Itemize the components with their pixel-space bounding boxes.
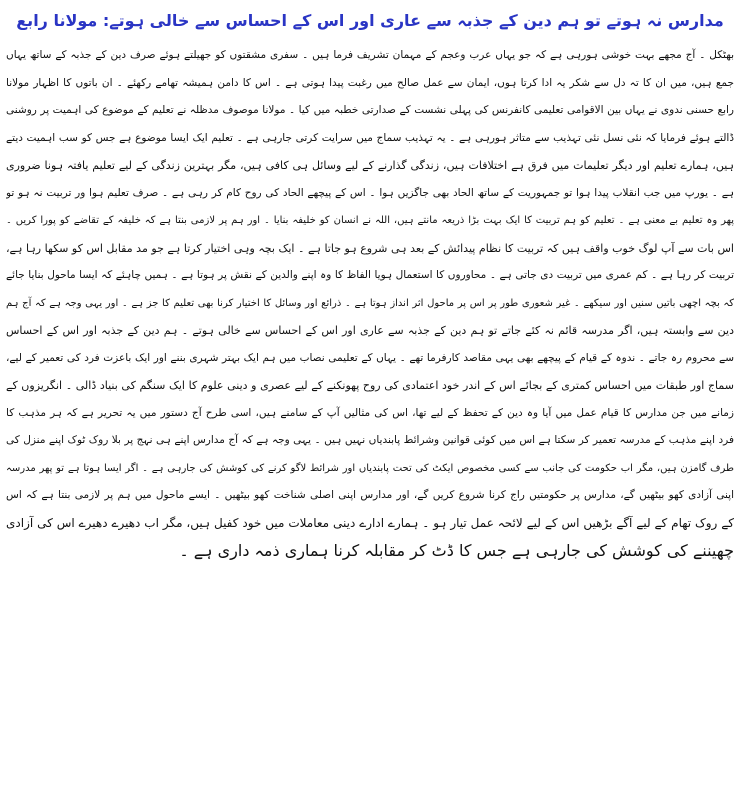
article-line: فرد اپنے مذہب کے مدرسہ تعمیر کر سکتا ہے اس میں کوئی قوانین وشرائط پابندیاں نہیں ہیں ۔ یہی وجہ ہے کہ آج مدارس اپنے ہی نہج پر بلا روک ٹوک اپنے منزل کی bbox=[6, 434, 734, 446]
article-line: اس بات سے آپ لوگ خوب واقف ہیں کہ تربیت کا نظام پیدائش کے بعد ہی شروع ہو جاتا ہے ۔ ایک بچہ وہی اختیار کرتا ہے جو مد مقابل اس کو سکھا رہا ہے، bbox=[6, 241, 734, 255]
article-line: طرف گامزن ہیں، مگر اب حکومت کی جانب سے کسی مخصوص ایکٹ کی تحت پابندیاں اور شرائط لاگو کرنے کی کوشش کی جارہی ہے ۔ اگر ایسا ہوتا ہے تو پھر مدرسہ bbox=[6, 462, 734, 474]
article-line: ڈالتے ہوئے فرمایا کہ نئی نسل نئی تہذیب سے متاثر ہورہی ہے ۔ یہ تہذیب سماج میں سرایت کرتی جارہی ہے ۔ تعلیم ایک ایسا موضوع ہے جس کو سب اہمیت دیتے bbox=[6, 131, 734, 144]
article-line: سماج اور طبقات میں احساس کمتری کے بجائے اس کے اندر خود اعتمادی کی روح پھونکنے کے لیے عصری و دینی علوم کا ایک سنگم کی بنیاد ڈالی ۔ انگریزوں کے bbox=[6, 379, 734, 392]
article-line: کے روک تھام کے لیے آگے بڑھیں اس کے لیے لائحہ عمل تیار ہو ۔ ہمارے ادارے دینی معاملات میں خود کفیل ہیں، مگر اب دھیرے دھیرے اس کی آزادی bbox=[6, 515, 734, 530]
article-line: ہے ۔ یورپ میں جب انقلاب پیدا ہوا تو جمہوریت کے ساتھ الحاد بھی جاگزیں ہوا ۔ اس کے پیچھے الحاد کی روح کام کر رہی ہے ۔ صرف تعلیم ہوا ور تربیت نہ ہو تو bbox=[6, 186, 734, 199]
article-line: پھر وہ تعلیم بے معنی ہے ۔ تعلیم کو ہم تربیت کا ایک بہت بڑا ذریعہ مانتے ہیں، اللہ نے انسان کو خلیفہ بنایا ۔ اور ہم پر لازمی بنتا ہے کہ خلیفہ کے تقاضے کو پورا کریں ۔ bbox=[6, 215, 734, 226]
article-line: سے محروم رہ جاتے ۔ ندوہ کے قیام کے پیچھے بھی یہی مقاصد کارفرما تھے ۔ یہاں کے تعلیمی نصاب میں ہم ایک بہتر شہری بننے اور ایک باعزت فرد کی تعمیر کے لیے، bbox=[6, 351, 734, 364]
article-line: تربیت کر رہا ہے ۔ کم عمری میں تربیت دی جاتی ہے ۔ محاوروں کا استعمال ہویا الفاظ کا وہ اپنے والدین کے نقش پر ہوتا ہے ۔ ہمیں چاہئے کہ ایسا ماحول بنایا جائے bbox=[6, 269, 734, 281]
article-line: جمع ہیں، میں ان کا تہ دل سے شکر یہ ادا کرتا ہوں، ایمان سے عمل صالح میں رغبت پیدا ہوتی ہے ۔ اس کا دامن ہمیشہ تھامے رکھئے ۔ ان باتوں کا اظہار مولانا bbox=[6, 76, 734, 89]
article-line: رابع حسنی ندوی نے یہاں بین الاقوامی تعلیمی کانفرنس کی پہلی نشست کے صدارتی خطبہ میں کیا ۔ مولانا موصوف مدظلہ نے تعلیم کے موضوع کی اہمیت پر روشنی bbox=[6, 104, 734, 116]
article-line: اپنی آزادی کھو بیٹھیں گے، مدارس پر حکومتیں راج کرنا شروع کریں گے، اور مدارس اپنی اصلی شناخت کھو بیٹھیں ۔ ایسے ماحول میں ہم پر لازمی بنتا ہے کہ اس bbox=[6, 489, 734, 501]
article-line: زمانے میں جن مدارس کا قیام عمل میں آیا وہ دین کے تحفظ کے لیے تھا، اس کی مثالیں آپ کے سامنے ہیں، اسی طرح آج دستور میں یہ تحریر ہے کہ ہر مذہب کا bbox=[6, 406, 734, 419]
article-line: بھٹکل ۔ آج مجھے بہت خوشی ہورہی ہے کہ جو یہاں عرب وعجم کے مہمان تشریف فرما ہیں ۔ سفری مشقتوں کو جھیلتے ہوئے صرف دین کے جذبہ کے ساتھ یہاں bbox=[6, 49, 734, 61]
article-headline: مدارس نہ ہوتے تو ہم دین کے جذبہ سے عاری اور اس کے احساس سے خالی ہوتے: مولانا رابع bbox=[16, 11, 724, 30]
article-line: دین سے وابستہ ہیں، اگر مدرسہ قائم نہ کئے جاتے تو ہم دین کے جذبہ سے عاری اور اس کے احساس سے خالی ہوتے ۔ ہم دین کے جذبہ اور اس کے احساس bbox=[6, 324, 734, 337]
article-line: ہیں، ہمارے تعلیم اور دیگر تعلیمات میں فرق ہے اختلافات ہیں، زندگی گذارنے کے لیے وسائل ہی کافی ہیں، مگر بہترین زندگی کے لیے تعلیم یافتہ ہونا ضروری bbox=[6, 159, 734, 172]
article-body bbox=[6, 42, 734, 565]
article-line-last: چھیننے کی کوشش کی جارہی ہے جس کا ڈٹ کر مقابلہ کرنا ہماری ذمہ داری ہے ۔ bbox=[179, 541, 734, 560]
article-line: کہ بچہ اچھی باتیں سنیں اور سیکھے ۔ غیر شعوری طور پر اس پر ماحول اثر انداز ہوتا ہے ۔ ذرائع اور وسائل کا اختیار کرنا بھی تعلیم کا جز ہے ۔ اور یہی وجہ ہے کہ آج ہم bbox=[6, 297, 734, 309]
